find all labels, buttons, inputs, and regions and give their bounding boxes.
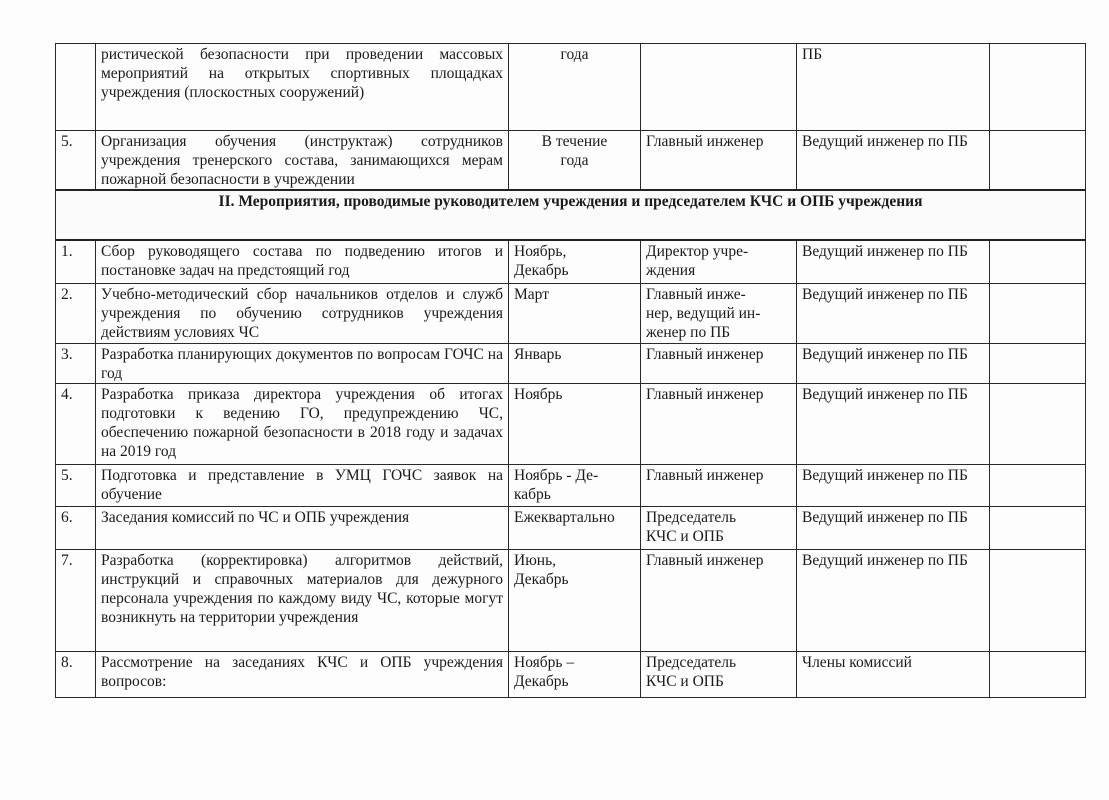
row-executor: Ведущий инженер по ПБ bbox=[797, 506, 990, 549]
table-row bbox=[56, 464, 1086, 506]
row-responsible: Главный инженер bbox=[641, 383, 797, 464]
row-responsible: Председатель КЧС и ОПБ bbox=[641, 651, 797, 697]
row-number: 8. bbox=[56, 651, 96, 697]
row-description: ристической безопасности при проведении массовых мероприятий на открытых спортивных площадках учреждения (плоскостных сооружений) bbox=[96, 44, 509, 131]
table-row bbox=[56, 44, 1086, 131]
row-number: 5. bbox=[56, 131, 96, 191]
table-row bbox=[56, 240, 1086, 283]
row-term: Ноябрь – Декабрь bbox=[509, 651, 641, 697]
table-row bbox=[56, 131, 1086, 191]
row-responsible: Главный инженер bbox=[641, 131, 797, 191]
row-number: 6. bbox=[56, 506, 96, 549]
row-note bbox=[990, 549, 1086, 651]
row-note bbox=[990, 343, 1086, 383]
row-term: Ноябрь, Декабрь bbox=[509, 240, 641, 283]
row-number: 4. bbox=[56, 383, 96, 464]
row-responsible: Главный инженер bbox=[641, 343, 797, 383]
row-note bbox=[990, 44, 1086, 131]
row-term: В течение года bbox=[509, 131, 641, 191]
row-number: 7. bbox=[56, 549, 96, 651]
row-note bbox=[990, 506, 1086, 549]
row-term: Ноябрь bbox=[509, 383, 641, 464]
table-row bbox=[56, 549, 1086, 651]
row-description: Подготовка и представление в УМЦ ГОЧС заявок на обучение bbox=[96, 464, 509, 506]
row-note bbox=[990, 464, 1086, 506]
row-responsible: Председатель КЧС и ОПБ bbox=[641, 506, 797, 549]
row-term: Январь bbox=[509, 343, 641, 383]
row-description: Сбор руководящего состава по подведению итогов и постановке задач на предстоящий год bbox=[96, 240, 509, 283]
row-term: Март bbox=[509, 283, 641, 343]
row-description: Учебно-методический сбор начальников отделов и служб учреждения по обучению сотрудников учреждения действиям условиях ЧС bbox=[96, 283, 509, 343]
row-executor: Ведущий инженер по ПБ bbox=[797, 343, 990, 383]
row-executor: Ведущий инженер по ПБ bbox=[797, 383, 990, 464]
row-term: Ежеквартально bbox=[509, 506, 641, 549]
row-term: Июнь, Декабрь bbox=[509, 549, 641, 651]
section-header-row bbox=[56, 190, 1086, 240]
row-description: Разработка (корректировка) алгоритмов действий, инструкций и справочных материалов для дежурного персонала учреждения по каждому виду ЧС, которые могут возникнуть на территории учреждения bbox=[96, 549, 509, 651]
row-description: Разработка приказа директора учреждения об итогах подготовки к ведению ГО, предупреждению ЧС, обеспечению пожарной безопасности в 2018 году и задачах на 2019 год bbox=[96, 383, 509, 464]
row-responsible: Главный инженер bbox=[641, 549, 797, 651]
table-row bbox=[56, 506, 1086, 549]
row-executor: Ведущий инженер по ПБ bbox=[797, 283, 990, 343]
table-row bbox=[56, 343, 1086, 383]
row-number: 5. bbox=[56, 464, 96, 506]
row-executor: ПБ bbox=[797, 44, 990, 131]
row-number: 2. bbox=[56, 283, 96, 343]
table-row bbox=[56, 283, 1086, 343]
row-description: Рассмотрение на заседаниях КЧС и ОПБ учреждения вопросов: bbox=[96, 651, 509, 697]
row-note bbox=[990, 240, 1086, 283]
table-row bbox=[56, 383, 1086, 464]
row-term: года bbox=[509, 44, 641, 131]
row-executor: Ведущий инженер по ПБ bbox=[797, 464, 990, 506]
row-term: Ноябрь - Де- кабрь bbox=[509, 464, 641, 506]
row-number: 1. bbox=[56, 240, 96, 283]
row-number bbox=[56, 44, 96, 131]
row-executor: Ведущий инженер по ПБ bbox=[797, 131, 990, 191]
section-title: II. Мероприятия, проводимые руководителем учреждения и председателем КЧС и ОПБ учреждения bbox=[56, 190, 1086, 240]
row-description: Организация обучения (инструктаж) сотрудников учреждения тренерского состава, занимающихся мерам пожарной безопасности в учреждении bbox=[96, 131, 509, 191]
row-executor: Ведущий инженер по ПБ bbox=[797, 240, 990, 283]
row-note bbox=[990, 131, 1086, 191]
row-responsible bbox=[641, 44, 797, 131]
row-responsible: Главный инже- нер, ведущий ин- женер по ПБ bbox=[641, 283, 797, 343]
table-row bbox=[56, 651, 1086, 697]
row-responsible: Директор учре- ждения bbox=[641, 240, 797, 283]
row-description: Разработка планирующих документов по вопросам ГОЧС на год bbox=[96, 343, 509, 383]
row-note bbox=[990, 383, 1086, 464]
row-note bbox=[990, 651, 1086, 697]
row-description: Заседания комиссий по ЧС и ОПБ учреждения bbox=[96, 506, 509, 549]
events-table bbox=[55, 43, 1086, 698]
row-executor: Ведущий инженер по ПБ bbox=[797, 549, 990, 651]
row-executor: Члены комиссий bbox=[797, 651, 990, 697]
row-note bbox=[990, 283, 1086, 343]
row-responsible: Главный инженер bbox=[641, 464, 797, 506]
row-number: 3. bbox=[56, 343, 96, 383]
